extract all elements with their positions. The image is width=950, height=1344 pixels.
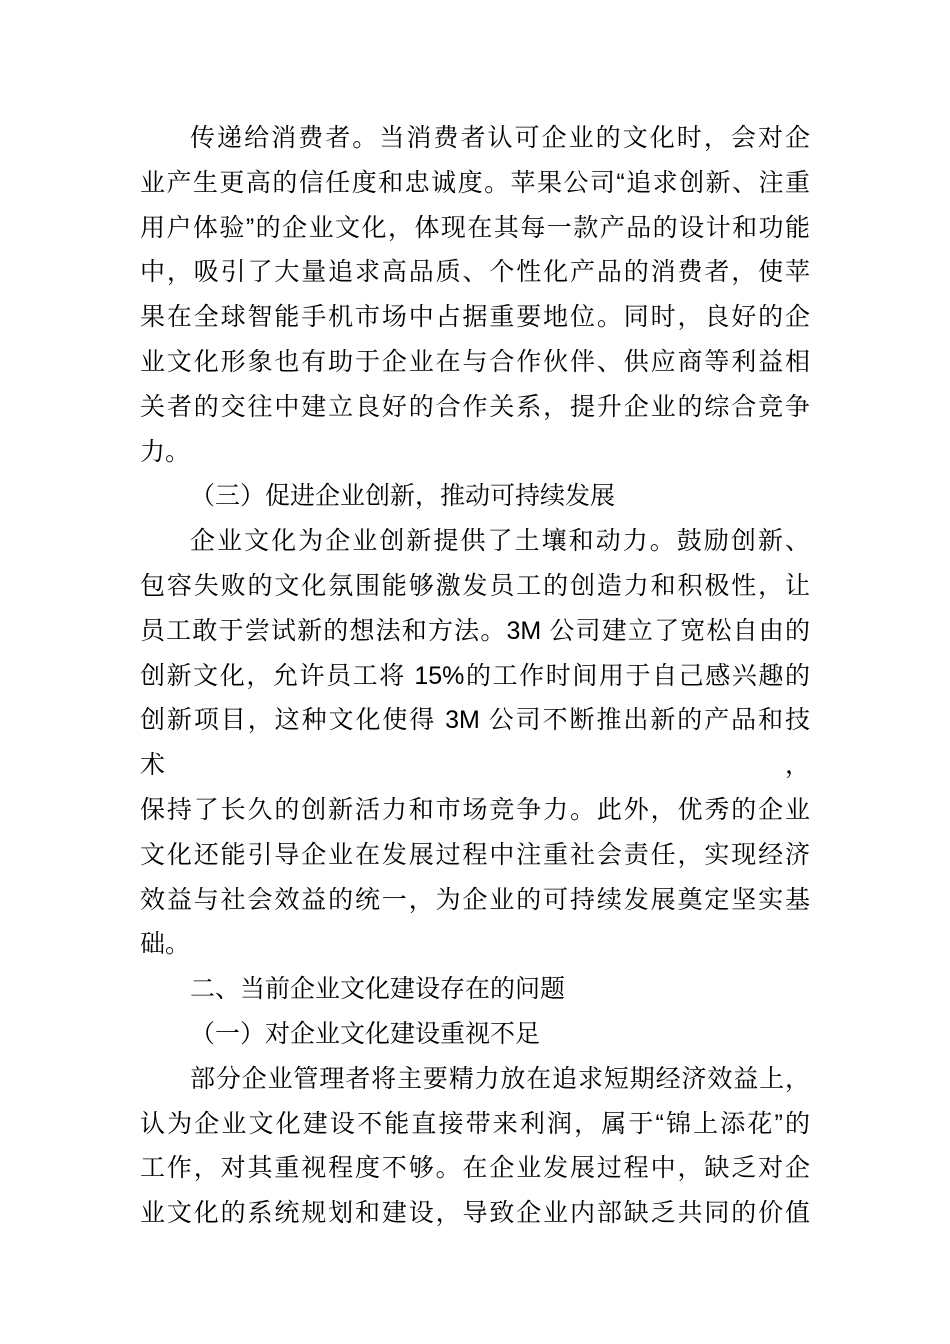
paragraph-line: 保持了长久的创新活力和市场竞争力。此外，优秀的企业 — [140, 795, 810, 824]
paragraph-line: 包容失败的文化氛围能够激发员工的创造力和积极性，让 — [140, 571, 810, 600]
section-heading-line: 二、当前企业文化建设存在的问题 — [190, 975, 566, 1004]
paragraph-line: 关者的交往中建立良好的合作关系，提升企业的综合竞争 — [140, 392, 810, 421]
paragraph-line: 传递给消费者。当消费者认可企业的文化时，会对企 — [190, 124, 810, 152]
paragraph-line: 础。 — [140, 930, 191, 959]
paragraph-line: 用户体验”的企业文化，体现在其每一款产品的设计和功能 — [140, 213, 810, 242]
paragraph-line: 果在全球智能手机市场中占据重要地位。同时，良好的企 — [140, 303, 810, 332]
paragraph-line: 业产生更高的信任度和忠诚度。苹果公司“追求创新、注重 — [140, 168, 810, 197]
paragraph-line: 工作，对其重视程度不够。在企业发展过程中，缺乏对企 — [140, 1154, 810, 1183]
paragraph-line: 企业文化为企业创新提供了土壤和动力。鼓励创新、 — [190, 527, 810, 556]
paragraph-line: 中，吸引了大量追求高品质、个性化产品的消费者，使苹 — [140, 258, 810, 287]
document-body — [140, 116, 810, 1236]
paragraph-line: 部分企业管理者将主要精力放在追求短期经济效益上， — [190, 1064, 810, 1093]
paragraph-line: 力。 — [140, 437, 191, 466]
section-heading-line: （三）促进企业创新，推动可持续发展 — [190, 482, 616, 511]
paragraph-line: 认为企业文化建设不能直接带来利润，属于“锦上添花”的 — [140, 1109, 810, 1138]
paragraph-line: 业文化的系统规划和建设，导致企业内部缺乏共同的价值 — [140, 1199, 810, 1228]
paragraph-line: 业文化形象也有助于企业在与合作伙伴、供应商等利益相 — [140, 347, 810, 376]
paragraph-line: 效益与社会效益的统一，为企业的可持续发展奠定坚实基 — [140, 885, 810, 914]
section-heading-line: （一）对企业文化建设重视不足 — [190, 1019, 541, 1048]
paragraph-line: 员工敢于尝试新的想法和方法。3M 公司建立了宽松自由的 — [140, 616, 810, 645]
paragraph-line: 创新文化，允许员工将 15%的工作时间用于自己感兴趣的 — [140, 661, 810, 690]
paragraph-line: 文化还能引导企业在发展过程中注重社会责任，实现经济 — [140, 840, 810, 869]
paragraph-line: 创新项目，这种文化使得 3M 公司不断推出新的产品和技术， — [140, 706, 810, 780]
